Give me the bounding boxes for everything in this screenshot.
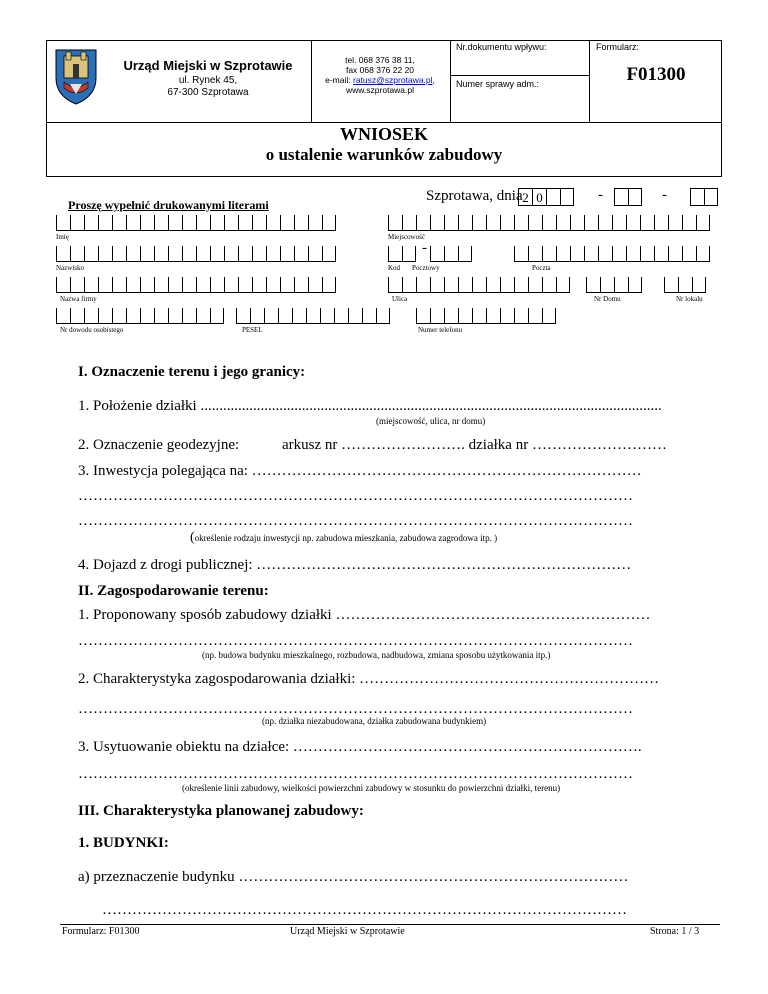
char-box[interactable] xyxy=(252,277,266,293)
char-box[interactable] xyxy=(70,277,84,293)
char-box[interactable] xyxy=(56,277,70,293)
char-box[interactable] xyxy=(210,308,224,324)
char-box[interactable] xyxy=(542,215,556,231)
char-box[interactable] xyxy=(168,246,182,262)
char-box[interactable] xyxy=(168,277,182,293)
investment-hint-text: określenie rodzaju inwestycji np. zabudowa mieszkania, zabudowa zagrodowa itp. ) xyxy=(194,533,498,543)
char-box[interactable] xyxy=(500,308,514,324)
char-box[interactable] xyxy=(238,277,252,293)
char-box[interactable] xyxy=(196,308,210,324)
char-box[interactable] xyxy=(362,308,376,324)
plot-location-line[interactable]: 1. Położenie działki ........................................................................................................................... xyxy=(78,398,662,414)
char-box[interactable] xyxy=(388,277,402,293)
char-box[interactable] xyxy=(308,215,322,231)
char-box[interactable] xyxy=(56,308,70,324)
char-box[interactable] xyxy=(696,246,710,262)
id-card-boxes[interactable] xyxy=(56,308,224,324)
char-box[interactable] xyxy=(126,308,140,324)
char-box[interactable] xyxy=(416,215,430,231)
char-box[interactable] xyxy=(514,277,528,293)
char-box[interactable] xyxy=(308,246,322,262)
char-box[interactable] xyxy=(224,277,238,293)
char-box[interactable] xyxy=(322,246,336,262)
char-box[interactable] xyxy=(664,277,678,293)
char-box[interactable] xyxy=(626,215,640,231)
char-box[interactable] xyxy=(154,246,168,262)
investment-hint-paren: ( xyxy=(190,530,195,545)
char-box[interactable] xyxy=(56,215,70,231)
date-digit-box[interactable] xyxy=(560,188,574,206)
geodesic-label: 2. Oznaczenie geodezyjne: xyxy=(78,437,240,453)
char-box[interactable] xyxy=(334,308,348,324)
case-number-label: Numer sprawy adm.: xyxy=(456,79,540,89)
company-name-boxes[interactable] xyxy=(56,277,336,293)
char-box[interactable] xyxy=(294,246,308,262)
office-phone: tel. 068 376 38 11, xyxy=(345,55,415,65)
development-method-hint: (np. budowa budynku mieszkalnego, rozbudowa, nadbudowa, zmiana sposobu użytkowania itp.) xyxy=(202,650,551,660)
form-title: WNIOSEK xyxy=(339,124,429,144)
footer-form-code: Formularz: F01300 xyxy=(62,926,140,937)
date-digit-box[interactable] xyxy=(614,188,628,206)
phone-boxes[interactable] xyxy=(416,308,556,324)
char-box[interactable] xyxy=(430,308,444,324)
section-2-title: II. Zagospodarowanie terenu: xyxy=(78,583,269,599)
char-box[interactable] xyxy=(238,215,252,231)
char-box[interactable] xyxy=(196,277,210,293)
char-box[interactable] xyxy=(154,308,168,324)
char-box[interactable] xyxy=(294,277,308,293)
char-box[interactable] xyxy=(182,246,196,262)
first-name-boxes[interactable] xyxy=(56,215,336,231)
char-box[interactable] xyxy=(612,215,626,231)
char-box[interactable] xyxy=(168,308,182,324)
char-box[interactable] xyxy=(84,277,98,293)
char-box[interactable] xyxy=(56,246,70,262)
date-digit-box[interactable]: 2 xyxy=(518,188,532,206)
plot-location-hint: (miejscowość, ulica, nr domu) xyxy=(376,416,486,426)
office-name: Urząd Miejski w Szprotawie xyxy=(123,58,293,73)
section-3-title: III. Charakterystyka planowanej zabudowy: xyxy=(78,803,364,819)
company-name-label: Nazwa firmy xyxy=(60,295,97,303)
char-box[interactable] xyxy=(126,277,140,293)
apartment-number-label: Nr lokalu xyxy=(676,295,703,303)
char-box[interactable] xyxy=(542,277,556,293)
form-code: F01300 xyxy=(626,64,686,85)
date-day-boxes[interactable] xyxy=(690,188,718,206)
building-purpose-line[interactable]: a) przeznaczenie budynku …………………………………………………………………… xyxy=(78,869,629,885)
char-box[interactable] xyxy=(112,215,126,231)
char-box[interactable] xyxy=(292,308,306,324)
char-box[interactable] xyxy=(154,215,168,231)
char-box[interactable] xyxy=(126,246,140,262)
char-box[interactable] xyxy=(252,246,266,262)
char-box[interactable] xyxy=(278,308,292,324)
char-box[interactable] xyxy=(402,215,416,231)
char-box[interactable] xyxy=(600,277,614,293)
postal-code-label-2: Pocztowy xyxy=(412,264,440,272)
char-box[interactable] xyxy=(70,246,84,262)
char-box[interactable] xyxy=(294,215,308,231)
char-box[interactable] xyxy=(84,246,98,262)
char-box[interactable] xyxy=(444,246,458,262)
date-digit-box[interactable] xyxy=(628,188,642,206)
char-box[interactable] xyxy=(266,215,280,231)
char-box[interactable] xyxy=(458,308,472,324)
char-box[interactable] xyxy=(458,246,472,262)
section-1-title: I. Oznaczenie terenu i jego granicy: xyxy=(78,364,306,380)
fill-instruction: Proszę wypełnić drukowanymi literami xyxy=(68,198,269,212)
char-box[interactable] xyxy=(668,215,682,231)
id-card-label: Nr dowodu osobistego xyxy=(60,326,124,334)
char-box[interactable] xyxy=(542,246,556,262)
development-method-line[interactable]: 1. Proponowany sposób zabudowy działki ……………………………………………………… xyxy=(78,607,651,623)
char-box[interactable] xyxy=(584,215,598,231)
char-box[interactable] xyxy=(320,308,334,324)
char-box[interactable] xyxy=(528,308,542,324)
char-box[interactable] xyxy=(210,246,224,262)
building-purpose-dots[interactable]: …………………………………………………………………………………………… xyxy=(102,902,627,918)
char-box[interactable] xyxy=(514,215,528,231)
road-access-line[interactable]: 4. Dojazd z drogi publicznej: ………………………………………………………………… xyxy=(78,557,632,573)
char-box[interactable] xyxy=(98,215,112,231)
char-box[interactable] xyxy=(196,215,210,231)
char-box[interactable] xyxy=(472,308,486,324)
form-label: Formularz: xyxy=(596,42,640,52)
char-box[interactable] xyxy=(306,308,320,324)
char-box[interactable] xyxy=(692,277,706,293)
office-email-suffix: , xyxy=(432,75,435,85)
char-box[interactable] xyxy=(70,215,84,231)
char-box[interactable] xyxy=(182,308,196,324)
char-box[interactable] xyxy=(614,277,628,293)
char-box[interactable] xyxy=(126,215,140,231)
char-box[interactable] xyxy=(322,277,336,293)
char-box[interactable] xyxy=(654,246,668,262)
char-box[interactable] xyxy=(280,277,294,293)
office-email-prefix: e-mail: xyxy=(325,75,353,85)
date-digit-box[interactable]: 0 xyxy=(532,188,546,206)
buildings-subtitle: 1. BUDYNKI: xyxy=(78,835,169,851)
char-box[interactable] xyxy=(528,215,542,231)
office-fax: fax 068 376 22 20 xyxy=(345,65,415,75)
investment-line[interactable]: 3. Inwestycja polegająca na: …………………………………………………………………… xyxy=(78,463,642,479)
char-box[interactable] xyxy=(500,277,514,293)
plot-characteristics-dots[interactable]: ………………………………………………………………………………………………… xyxy=(78,701,633,717)
char-box[interactable] xyxy=(584,246,598,262)
post-boxes[interactable] xyxy=(514,246,710,262)
char-box[interactable] xyxy=(430,246,444,262)
date-digit-box[interactable] xyxy=(690,188,704,206)
char-box[interactable] xyxy=(210,215,224,231)
pesel-label: PESEL xyxy=(242,326,263,334)
char-box[interactable] xyxy=(266,277,280,293)
doc-number-label: Nr.dokumentu wpływu: xyxy=(456,42,547,52)
phone-label: Numer telefonu xyxy=(418,326,463,334)
char-box[interactable] xyxy=(430,277,444,293)
object-location-dots[interactable]: ………………………………………………………………………………………………… xyxy=(78,766,633,782)
object-location-line[interactable]: 3. Usytuowanie obiektu na działce: ……………………………………………………………. xyxy=(78,739,642,755)
char-box[interactable] xyxy=(668,246,682,262)
office-address-line2: 67-300 Szprotawa xyxy=(167,87,249,98)
char-box[interactable] xyxy=(112,308,126,324)
char-box[interactable] xyxy=(472,215,486,231)
char-box[interactable] xyxy=(472,277,486,293)
char-box[interactable] xyxy=(140,308,154,324)
char-box[interactable] xyxy=(640,246,654,262)
investment-hint xyxy=(190,530,497,546)
postal-code-boxes-2[interactable] xyxy=(430,246,472,262)
plot-characteristics-line[interactable]: 2. Charakterystyka zagospodarowania działki: …………………………………………………… xyxy=(78,671,660,687)
char-box[interactable] xyxy=(140,246,154,262)
date-dash-1: - xyxy=(598,187,603,203)
pesel-boxes[interactable] xyxy=(236,308,390,324)
char-box[interactable] xyxy=(486,277,500,293)
char-box[interactable] xyxy=(682,246,696,262)
char-box[interactable] xyxy=(376,308,390,324)
char-box[interactable] xyxy=(598,215,612,231)
house-number-boxes[interactable] xyxy=(586,277,642,293)
char-box[interactable] xyxy=(486,215,500,231)
char-box[interactable] xyxy=(308,277,322,293)
char-box[interactable] xyxy=(528,277,542,293)
date-digit-box[interactable] xyxy=(704,188,718,206)
char-box[interactable] xyxy=(84,308,98,324)
char-box[interactable] xyxy=(556,246,570,262)
char-box[interactable] xyxy=(140,215,154,231)
char-box[interactable] xyxy=(626,246,640,262)
char-box[interactable] xyxy=(514,246,528,262)
date-dash-2: - xyxy=(662,187,667,203)
char-box[interactable] xyxy=(556,215,570,231)
char-box[interactable] xyxy=(182,277,196,293)
char-box[interactable] xyxy=(280,246,294,262)
footer-rule xyxy=(60,924,720,925)
office-email-line xyxy=(310,75,450,85)
first-name-label: Imię xyxy=(56,233,69,241)
postal-code-boxes-1[interactable] xyxy=(388,246,416,262)
form-subtitle: o ustalenie warunków zabudowy xyxy=(265,145,503,164)
char-box[interactable] xyxy=(444,215,458,231)
char-box[interactable] xyxy=(570,246,584,262)
footer-office-name: Urząd Miejski w Szprotawie xyxy=(290,926,405,937)
char-box[interactable] xyxy=(444,308,458,324)
char-box[interactable] xyxy=(140,277,154,293)
investment-dots-line-1[interactable]: ………………………………………………………………………………………………… xyxy=(78,488,633,504)
place-date-label: Szprotawa, dnia xyxy=(426,188,523,204)
char-box[interactable] xyxy=(612,246,626,262)
char-box[interactable] xyxy=(348,308,362,324)
char-box[interactable] xyxy=(238,246,252,262)
char-box[interactable] xyxy=(678,277,692,293)
char-box[interactable] xyxy=(84,215,98,231)
char-box[interactable] xyxy=(224,215,238,231)
street-label: Ulica xyxy=(392,295,408,303)
char-box[interactable] xyxy=(500,215,514,231)
char-box[interactable] xyxy=(388,215,402,231)
char-box[interactable] xyxy=(264,308,278,324)
char-box[interactable] xyxy=(98,308,112,324)
char-box[interactable] xyxy=(696,215,710,231)
coat-of-arms-emblem xyxy=(52,44,100,106)
char-box[interactable] xyxy=(196,246,210,262)
char-box[interactable] xyxy=(598,246,612,262)
char-box[interactable] xyxy=(266,246,280,262)
char-box[interactable] xyxy=(182,215,196,231)
char-box[interactable] xyxy=(458,277,472,293)
char-box[interactable] xyxy=(322,215,336,231)
office-website: www.szprotawa.pl xyxy=(345,85,415,95)
char-box[interactable] xyxy=(542,308,556,324)
date-digit-box[interactable] xyxy=(546,188,560,206)
postal-code-label: Kod xyxy=(388,264,401,272)
char-box[interactable] xyxy=(98,277,112,293)
plot-characteristics-hint: (np. działka niezabudowana, działka zabudowana budynkiem) xyxy=(262,716,487,726)
char-box[interactable] xyxy=(252,215,266,231)
development-method-dots[interactable]: ………………………………………………………………………………………………… xyxy=(78,633,633,649)
char-box[interactable] xyxy=(250,308,264,324)
investment-dots-line-2[interactable]: ………………………………………………………………………………………………… xyxy=(78,513,633,529)
char-box[interactable] xyxy=(586,277,600,293)
postal-code-dash: - xyxy=(422,240,427,256)
char-box[interactable] xyxy=(486,308,500,324)
surname-label: Nazwisko xyxy=(56,264,84,272)
city-boxes[interactable] xyxy=(388,215,710,231)
char-box[interactable] xyxy=(402,246,416,262)
surname-boxes[interactable] xyxy=(56,246,336,262)
date-month-boxes[interactable] xyxy=(614,188,642,206)
char-box[interactable] xyxy=(416,277,430,293)
footer-page-number: Strona: 1 / 3 xyxy=(650,926,700,937)
house-number-label: Nr Domu xyxy=(594,295,621,303)
office-address-line1: ul. Rynek 45, xyxy=(178,75,238,86)
apartment-number-boxes[interactable] xyxy=(664,277,706,293)
char-box[interactable] xyxy=(556,277,570,293)
char-box[interactable] xyxy=(280,215,294,231)
street-boxes[interactable] xyxy=(388,277,570,293)
char-box[interactable] xyxy=(388,246,402,262)
char-box[interactable] xyxy=(430,215,444,231)
char-box[interactable] xyxy=(236,308,250,324)
city-label: Miejscowość xyxy=(388,233,425,241)
char-box[interactable] xyxy=(112,246,126,262)
date-year-prefix-boxes[interactable] xyxy=(518,188,574,206)
char-box[interactable] xyxy=(70,308,84,324)
char-box[interactable] xyxy=(444,277,458,293)
char-box[interactable] xyxy=(514,308,528,324)
char-box[interactable] xyxy=(570,215,584,231)
geodesic-sheet-plot-line[interactable]: arkusz nr ……………………. działka nr ……………………… xyxy=(282,437,667,453)
char-box[interactable] xyxy=(458,215,472,231)
char-box[interactable] xyxy=(416,308,430,324)
char-box[interactable] xyxy=(224,246,238,262)
object-location-hint: (określenie linii zabudowy, wielkości powierzchni zabudowy w stosunku do powierzchni działki, terenu) xyxy=(182,783,561,793)
char-box[interactable] xyxy=(402,277,416,293)
char-box[interactable] xyxy=(640,215,654,231)
char-box[interactable] xyxy=(528,246,542,262)
char-box[interactable] xyxy=(654,215,668,231)
char-box[interactable] xyxy=(682,215,696,231)
char-box[interactable] xyxy=(210,277,224,293)
char-box[interactable] xyxy=(112,277,126,293)
title-box xyxy=(46,122,722,177)
post-label: Poczta xyxy=(532,264,551,272)
char-box[interactable] xyxy=(98,246,112,262)
char-box[interactable] xyxy=(628,277,642,293)
char-box[interactable] xyxy=(168,215,182,231)
office-email-link[interactable]: ratusz@szprotawa.pl xyxy=(353,75,433,85)
char-box[interactable] xyxy=(154,277,168,293)
